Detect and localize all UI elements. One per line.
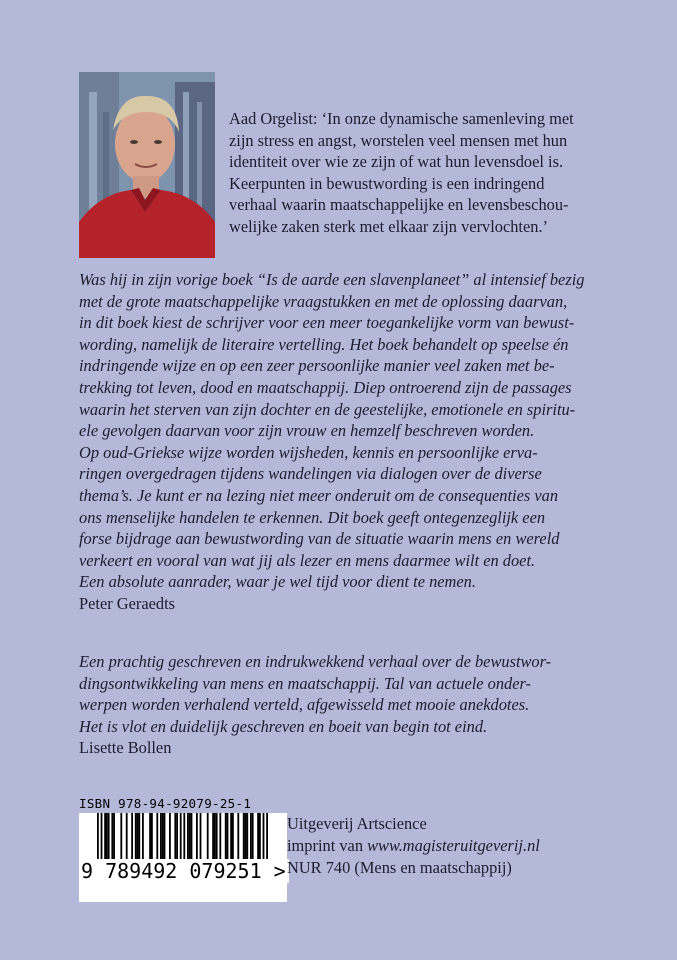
barcode-bar [216,813,218,859]
review-line: werpen worden verhalend verteld, afgewisseld met mooie anekdotes. [79,695,530,715]
barcode-bar [162,813,164,859]
barcode-bar [227,813,229,859]
review-line: Een absolute aanrader, waar je wel tijd voor dient te nemen. [79,572,476,592]
review-line: Was hij in zijn vorige boek “Is de aarde een slavenplaneet” al intensief bezig [79,270,585,289]
quote-line: verhaal waarin maatschappelijke en levensbeschou- [229,195,569,215]
barcode-bar [250,813,252,859]
publisher-info [287,813,540,879]
review-line: trekking tot leven, dood en maatschappij. Diep ontroerend zijn de passages [79,377,572,397]
quote-line: Keerpunten in bewustwording is een indringend [229,173,545,193]
barcode-bar [142,813,144,859]
author-portrait-illustration [79,72,215,258]
barcode-bar [164,813,166,859]
review-line: waarin het sterven van zijn dochter en de geestelijke, emotionele en spiritu- [79,399,576,419]
publisher-imprint [287,835,540,857]
isbn-barcode [79,796,287,902]
barcode-bar [196,813,198,859]
barcode-bar [135,813,137,859]
review-line: verkeert en vooral van wat jij als lezer en mens daarmee wilt en doet. [79,550,536,570]
review-lisette-bollen [79,651,619,759]
review-line: indringende wijze en op een zeer persoonlijke manier veel zaken met be- [79,356,555,376]
barcode-box [79,813,287,902]
author-quote [229,108,629,238]
barcode-bar [237,813,239,859]
barcode-bar [200,813,202,859]
barcode-bar [126,813,128,859]
barcode-bar [151,813,153,859]
review-line: ringen overgedragen tijdens wandelingen via dialogen over de diverse [79,464,542,484]
nur-code: NUR 740 (Mens en maatschappij) [287,858,512,877]
barcode-bar [257,813,259,859]
barcode-bar [131,813,133,859]
barcode-bar [111,813,113,859]
review-line: met de grote maatschappelijke vraagstukken en met de oplossing daarvan, [79,291,568,311]
review-line: thema’s. Je kunt er na lezing niet meer onderuit om de consequenties van [79,485,559,505]
barcode-bar [225,813,227,859]
review-author: Lisette Bollen [79,738,172,758]
review-line: wording, namelijk de literaire vertelling. Het boek behandelt op speelse én [79,334,569,354]
review-peter-geraedts [79,269,619,615]
barcode-bar [120,813,122,859]
barcode-bar [232,813,234,859]
barcode-bar [104,813,106,859]
quote-line: identiteit over wie ze zijn of wat hun levensdoel is. [229,152,564,172]
barcode-bar [138,813,140,859]
barcode-bar [187,813,189,859]
ean-digits: 9 789492 079251 > [79,859,289,883]
barcode-bar [106,813,108,859]
review-line: Een prachtig geschreven en indrukwekkend verhaal over de bewustwor- [79,652,552,671]
barcode-bar [214,813,216,859]
barcode-bar [176,813,178,859]
review-line: Het is vlot en duidelijk geschreven en boeit van begin tot eind. [79,716,488,736]
review-line: dingsontwikkeling van mens en maatschappij. Tal van actuele onder- [79,673,532,693]
review-line: ele gevolgen daarvan voor zijn vrouw en hemzelf beschreven worden. [79,421,535,441]
quote-line: welijke zaken sterk met elkaar zijn vervlochten.’ [229,216,549,236]
barcode-bar [149,813,151,859]
publisher-name: Uitgeverij Artscience [287,814,427,833]
barcode-bar [207,813,209,859]
barcode-bar [174,813,176,859]
quote-line: Aad Orgelist: ‘In onze dynamische samenleving met [229,109,574,128]
imprint-prefix: imprint van [287,836,368,855]
review-line: Op oud-Griekse wijze worden wijsheden, kennis en persoonlijke erva- [79,442,538,462]
imprint-url: www.magisteruitgeverij.nl [367,836,540,855]
barcode-bar [243,813,245,859]
quote-line: zijn stress en angst, worstelen veel mensen met hun [229,130,568,150]
barcode-bar [252,813,254,859]
barcode-bar [137,813,139,859]
review-author: Peter Geraedts [79,593,176,613]
barcode-bar [160,813,162,859]
barcode-bar [245,813,247,859]
barcode-bar [212,813,214,859]
barcode-bar [191,813,193,859]
isbn-label: ISBN 978-94-92079-25-1 [79,796,252,811]
barcode-bar [259,813,261,859]
barcode-bar [108,813,110,859]
barcode-bar [230,813,232,859]
barcode-bar [189,813,191,859]
barcode-bar [219,813,221,859]
barcode-bar [156,813,158,859]
author-photo [79,72,215,258]
review-line: in dit boek kiest de schrijver voor een meer toegankelijke vorm van bewust- [79,313,575,333]
barcode-bar [113,813,115,859]
review-line: forse bijdrage aan bewustwording van de situatie waarin mens en wereld [79,529,560,549]
barcode-bar [169,813,171,859]
review-line: ons menselijke handelen te erkennen. Dit boek geeft ontegenzeglijk een [79,507,546,527]
barcode-bar [246,813,248,859]
